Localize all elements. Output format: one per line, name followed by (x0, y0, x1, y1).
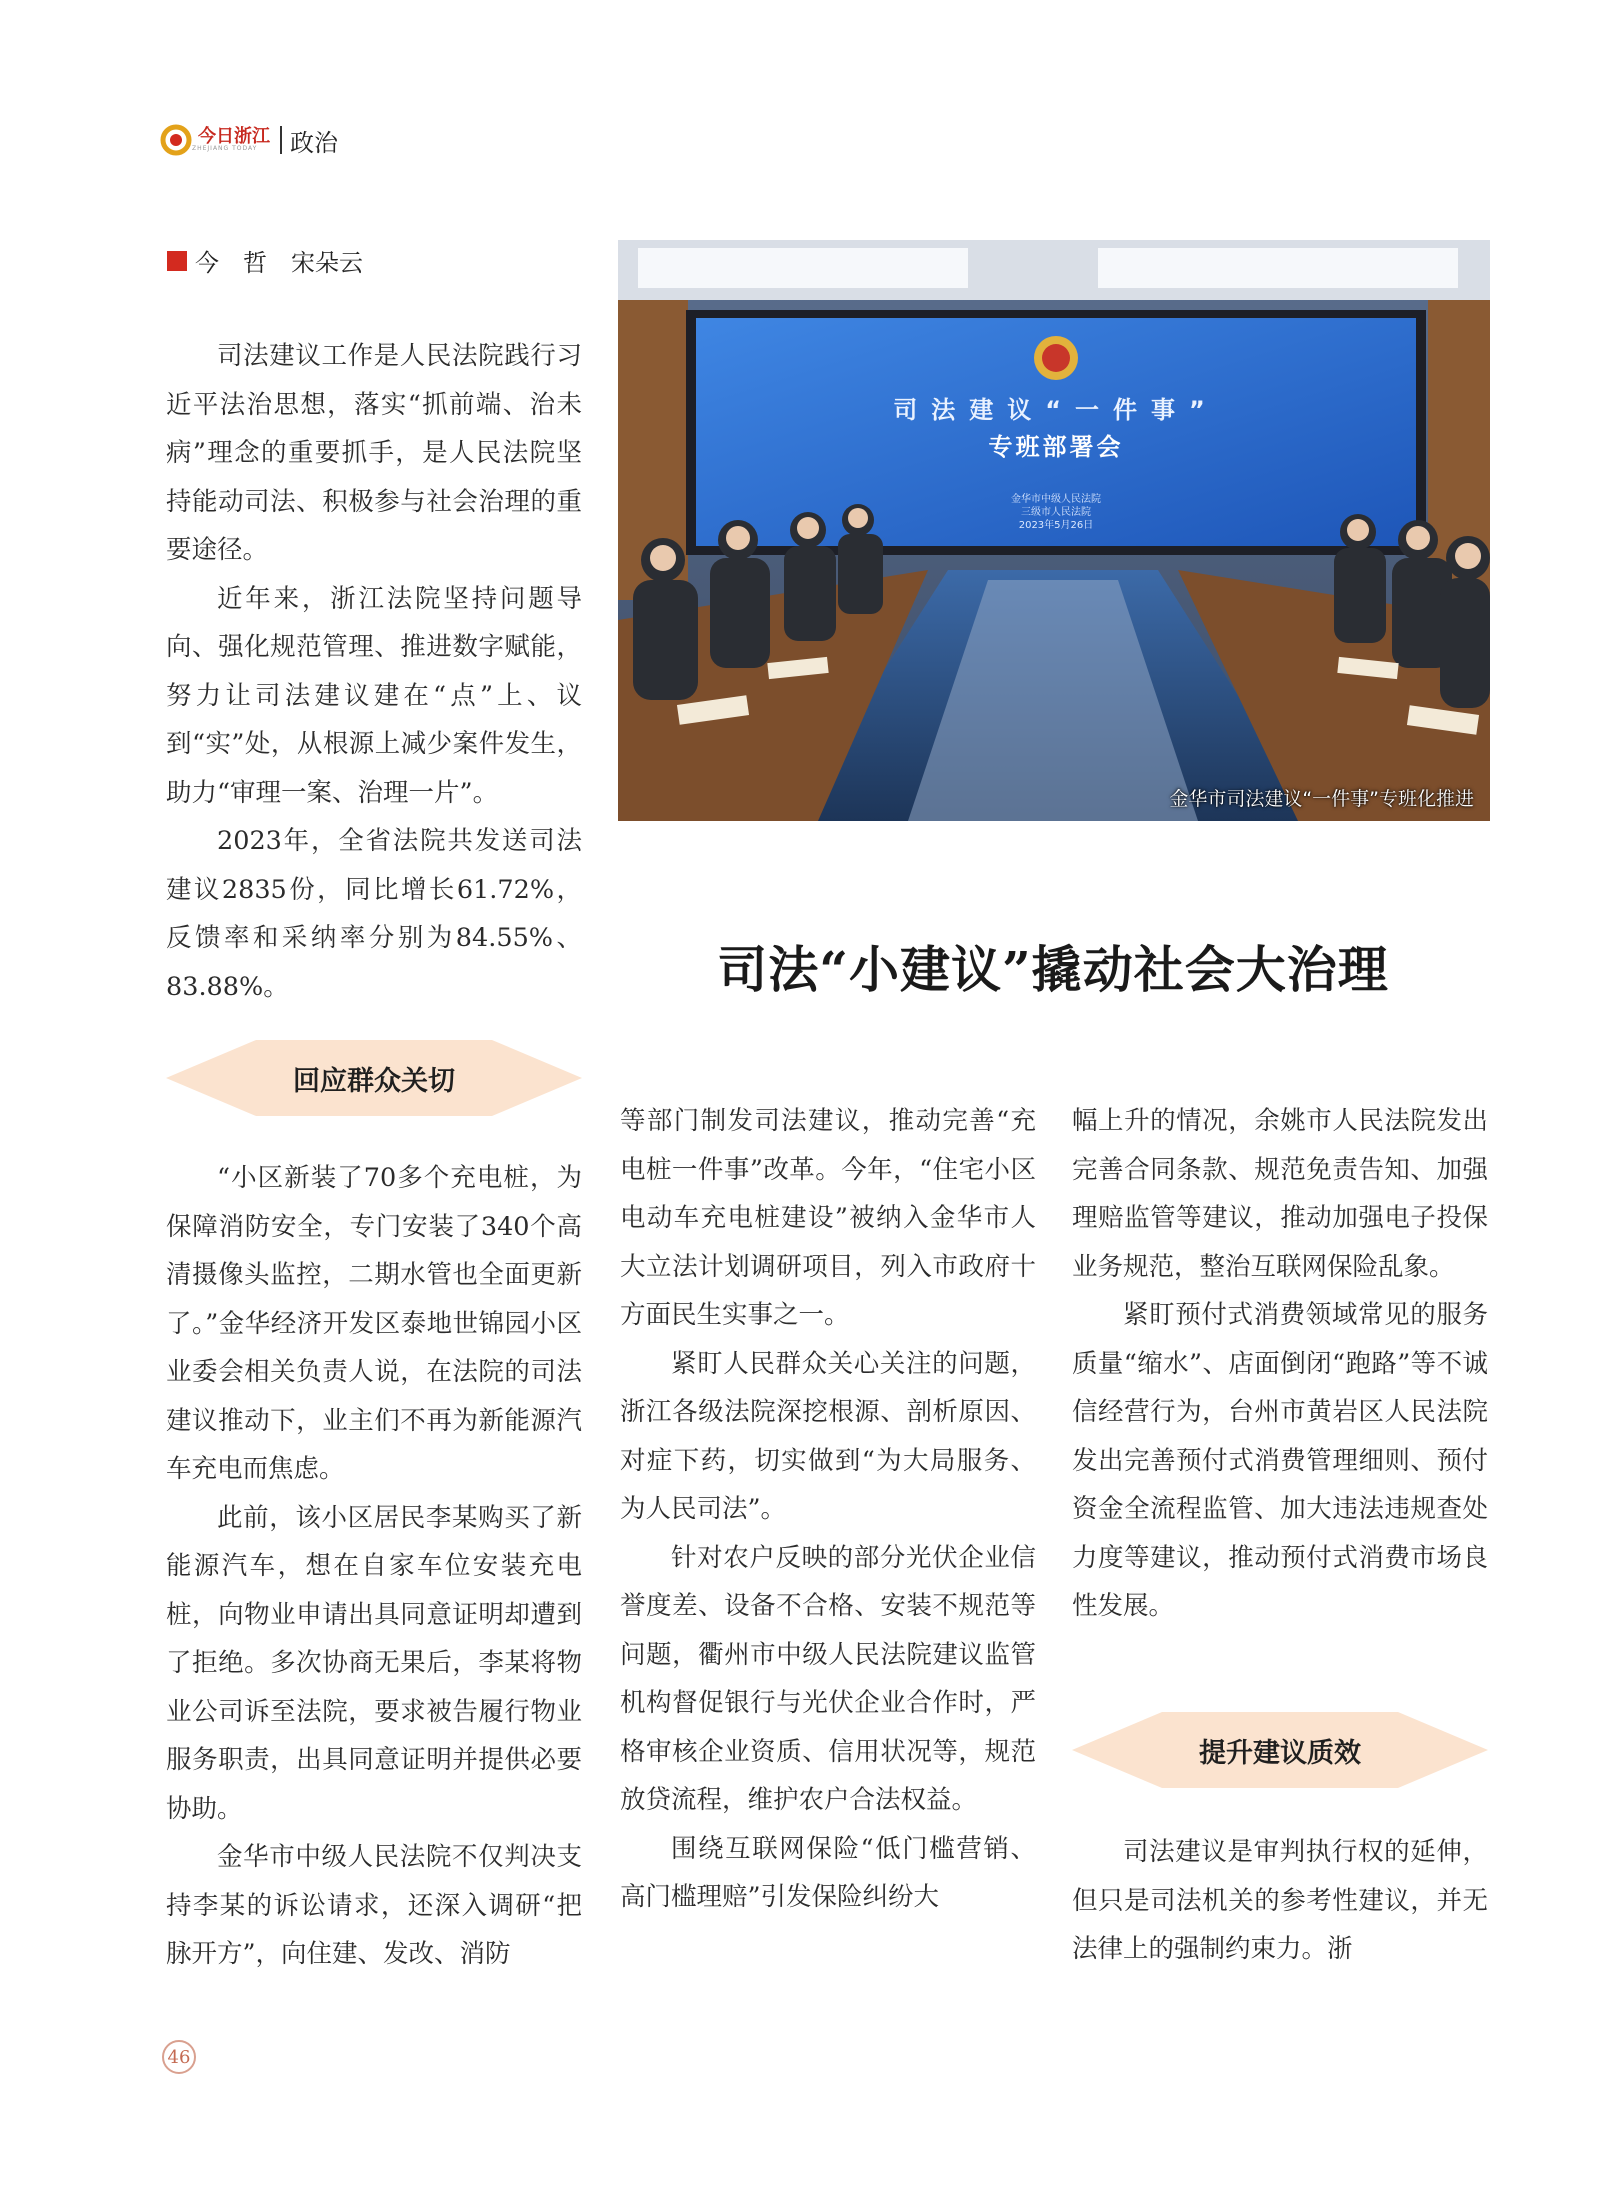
photo-caption: 金华市司法建议“一件事”专班化推进 (1169, 788, 1474, 810)
paragraph: 等部门制发司法建议，推动完善“充电桩一件事”改革。今年，“住宅小区电动车充电桩建设”被纳入金华市人大立法计划调研项目，列入市政府十方面民生实事之一。 (620, 1106, 1036, 1330)
section-heading-1 (166, 1040, 582, 1116)
column-1-top (166, 332, 582, 1011)
paragraph: 2023年，全省法院共发送司法建议2835份，同比增长61.72%，反馈率和采纳率分别为84.55%、83.88%。 (166, 826, 582, 1002)
paragraph: 幅上升的情况，余姚市人民法院发出完善合同条款、规范免责告知、加强理赔监管等建议，推动加强电子投保业务规范，整治互联网保险乱象。 (1072, 1106, 1488, 1282)
paragraph: 司法建议是审判执行权的延伸，但只是司法机关的参考性建议，并无法律上的强制约束力。浙 (1072, 1837, 1488, 1964)
header-divider (280, 126, 282, 154)
paragraph: 紧盯人民群众关心关注的问题，浙江各级法院深挖根源、剖析原因、对症下药，切实做到“为大局服务、为人民司法”。 (620, 1348, 1036, 1524)
page-number: 46 (162, 2040, 196, 2074)
paragraph: 金华市中级人民法院不仅判决支持李某的诉讼请求，还深入调研“把脉开方”，向住建、发改、消防 (166, 1842, 582, 1969)
byline-square-icon (167, 251, 187, 271)
screen-title-line2: 专班部署会 (988, 433, 1124, 461)
paragraph: 司法建议工作是人民法院践行习近平法治思想，落实“抓前端、治未病”理念的重要抓手，是人民法院坚持能动司法、积极参与社会治理的重要途径。 (166, 341, 582, 565)
paragraph: 近年来，浙江法院坚持问题导向、强化规范管理、推进数字赋能，努力让司法建议建在“点”上、议到“实”处，从根源上减少案件发生，助力“审理一案、治理一片”。 (166, 583, 582, 808)
section-heading-text: 回应群众关切 (293, 1065, 455, 1097)
paragraph: 紧盯预付式消费领域常见的服务质量“缩水”、店面倒闭“跑路”等不诚信经营行为，台州市黄岩区人民法院发出完善预付式消费管理细则、预付资金全流程监管、加大违法违规查处力度等建议，推动预付式消费市场良性发展。 (1072, 1300, 1488, 1621)
byline (167, 243, 363, 278)
section-label: 政治 (290, 128, 338, 157)
masthead (160, 120, 338, 160)
sun-logo-icon (160, 124, 192, 156)
article-title: 司法“小建议”撬动社会大治理 (717, 940, 1389, 999)
paragraph: 针对农户反映的部分光伏企业信誉度差、设备不合格、安装不规范等问题，衢州市中级人民法院建议监管机构督促银行与光伏企业合作时，严格审核企业资质、信用状况等，规范放贷流程，维护农户合法权益。 (620, 1542, 1036, 1815)
screen-title-line1: 司法建议“一件事” (893, 396, 1219, 424)
paragraph: 此前，该小区居民李某购买了新能源汽车，想在自家车位安装充电桩，向物业申请出具同意证明却遭到了拒绝。多次协商无果后，李某将物业公司诉至法院，要求被告履行物业服务职责，出具同意证明并提供必要协助。 (166, 1502, 582, 1824)
column-2 (620, 1097, 1036, 1922)
meeting-photo (618, 240, 1490, 821)
screen-small-line1: 金华市中级人民法院 (1011, 494, 1101, 505)
column-3 (1072, 1097, 1488, 1631)
screen-small-line3: 2023年5月26日 (1018, 520, 1094, 531)
paragraph: “小区新装了70多个充电桩，为保障消防安全，专门安装了340个高清摄像头监控，二期水管也全面更新了。”金华经济开发区泰地世锦园小区业委会相关负责人说，在法院的司法建议推动下，业主们不再为新能源汽车充电而焦虑。 (166, 1163, 582, 1484)
column-1-bottom (166, 1154, 582, 1979)
paragraph: 围绕互联网保险“低门槛营销、高门槛理赔”引发保险纠纷大 (620, 1833, 1036, 1912)
byline-authors: 今 哲 宋朵云 (195, 249, 363, 277)
logo-subtext: ZHEJIANG TODAY (192, 144, 258, 152)
section-heading-2 (1072, 1712, 1488, 1788)
section-heading-text: 提升建议质效 (1199, 1737, 1361, 1769)
screen-small-line2: 三级市人民法院 (1021, 507, 1091, 518)
logo-text: 今日浙江 (198, 125, 270, 147)
column-3-bottom (1072, 1828, 1488, 1974)
